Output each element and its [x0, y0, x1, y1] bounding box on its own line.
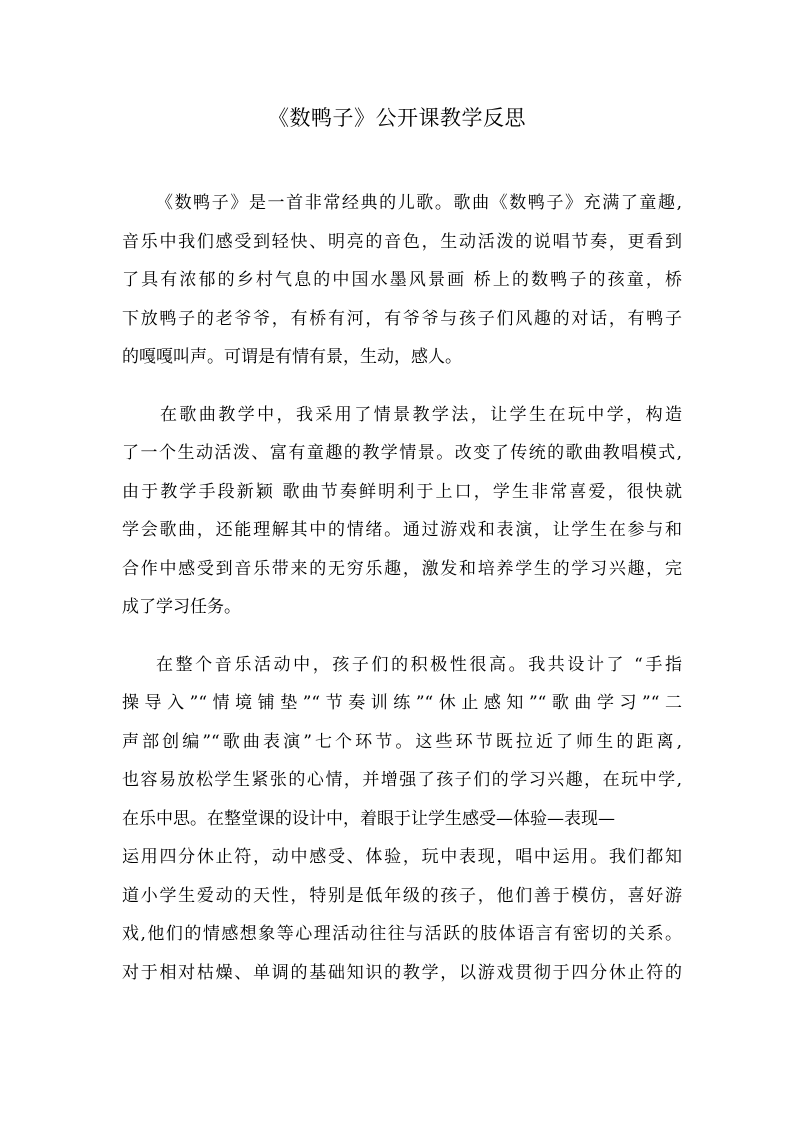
paragraph-1	[122, 184, 682, 377]
paragraph-line: 运用四分休止符，动中感受、体验，玩中表现，唱中运用。我们都知	[122, 847, 682, 867]
paragraph-line: 操导入”“情境铺垫”“节奏训练”“休止感知”“歌曲学习”“二	[122, 693, 682, 713]
paragraph-line: 成了学习任务。	[122, 597, 241, 617]
paragraph-line: 学会歌曲，还能理解其中的情绪。通过游戏和表演，让学生在参与和	[122, 520, 682, 540]
paragraph-line: 在乐中思。在整堂课的设计中，着眼于让学生感受—体验—表现—	[122, 808, 615, 829]
paragraph-line: 《数鸭子》是一首非常经典的儿歌。歌曲《数鸭子》充满了童趣,	[156, 193, 682, 213]
paragraph-line: 的嘎嘎叫声。可谓是有情有景，生动，感人。	[122, 347, 462, 367]
paragraph-line: 在歌曲教学中，我采用了情景教学法，让学生在玩中学，构造	[160, 404, 682, 425]
paragraph-line: 由于教学手段新颖 歌曲节奏鲜明利于上口，学生非常喜爱，很快就	[122, 481, 682, 502]
paragraph-line: 了一个生动活泼、富有童趣的教学情景。改变了传统的歌曲教唱模式,	[122, 443, 682, 463]
paragraph-3	[122, 646, 682, 993]
paragraph-line: 道小学生爱动的天性，特别是低年级的孩子，他们善于模仿，喜好游	[122, 885, 682, 906]
document-title: 《数鸭子》公开课教学反思	[268, 106, 526, 130]
paragraph-line: 对于相对枯燥、单调的基础知识的教学，以游戏贯彻于四分休止符的	[122, 962, 682, 983]
paragraph-line: 声部创编”“歌曲表演”七个环节。这些环节既拉近了师生的距离,	[122, 731, 682, 752]
paragraph-line: 下放鸭子的老爷爷，有桥有河，有爷爷与孩子们风趣的对话，有鸭子	[122, 308, 682, 329]
paragraph-line: 合作中感受到音乐带来的无穷乐趣，激发和培养学生的学习兴趣，完	[122, 558, 682, 579]
paragraph-line: 了具有浓郁的乡村气息的中国水墨风景画 桥上的数鸭子的孩童，桥	[122, 270, 682, 290]
paragraph-line: 音乐中我们感受到轻快、明亮的音色，生动活泼的说唱节奏，更看到	[122, 231, 682, 252]
paragraph-line: 在整个音乐活动中，孩子们的积极性很高。我共设计了 “手指	[156, 654, 682, 675]
paragraph-line: 戏,他们的情感想象等心理活动往往与活跃的肢体语言有密切的关系。	[122, 924, 682, 944]
paragraph-line: 也容易放松学生紧张的心情，并增强了孩子们的学习兴趣，在玩中学,	[122, 770, 682, 790]
paragraph-2	[122, 396, 682, 627]
document-body	[122, 184, 682, 992]
